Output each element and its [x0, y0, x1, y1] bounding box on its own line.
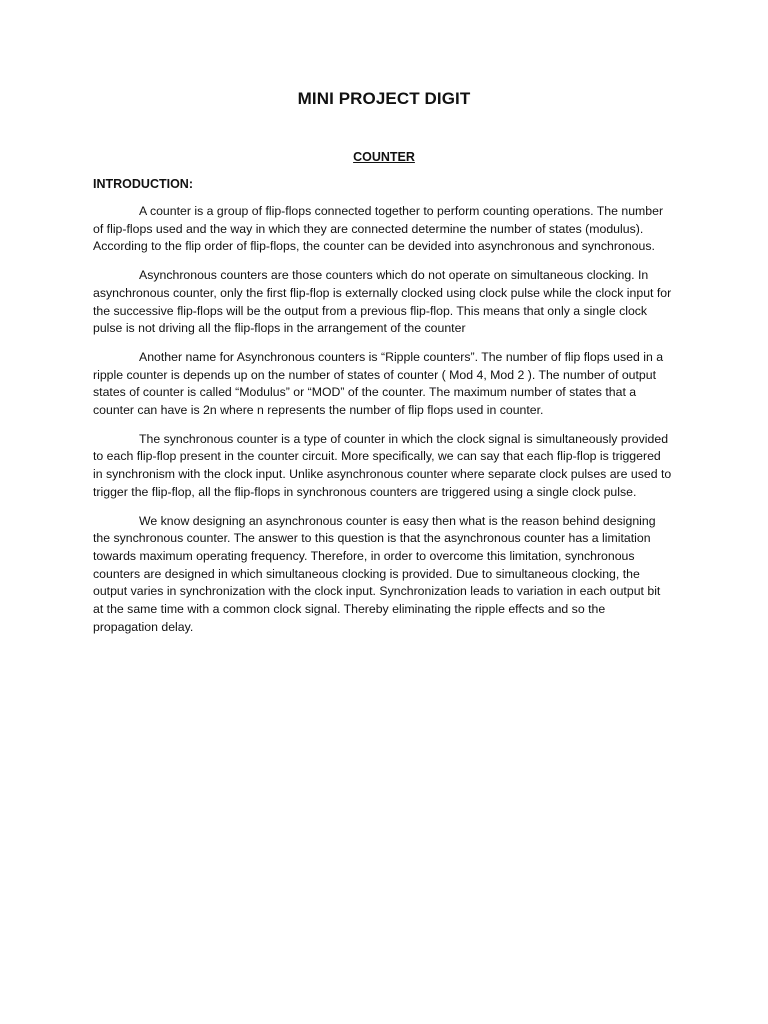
paragraph: Another name for Asynchronous counters is “Ripple counters”. The number of flip flops used in a ripple counter is depends up on the number of states of counter ( Mod 4, Mod 2 ). The number of output states of counter is called “Modulus” or “MOD” of the counter. The maximum number of states that a counter can have is 2n where n represents the number of flip flops used in counter.: [93, 349, 664, 418]
paragraph: A counter is a group of flip-flops connected together to perform counting operations. The number of flip-flops used and the way in which they are connected determine the number of states (modulus). According to the flip order of flip-flops, the counter can be devided into asynchronous and synchronous.: [93, 204, 664, 254]
section-heading: INTRODUCTION:: [93, 177, 193, 191]
paragraph: Asynchronous counters are those counters which do not operate on simultaneous clocking. In asynchronous counter, only the first flip-flop is externally clocked using clock pulse while the clock input for the successive flip-flops will be the output from a previous flip-flop. This means that only a single clock pulse is not driving all the flip-flops in the arrangement of the counter: [93, 268, 672, 336]
document-subtitle: COUNTER: [353, 150, 415, 164]
paragraph: The synchronous counter is a type of counter in which the clock signal is simultaneously provided to each flip-flop present in the counter circuit. More specifically, we can say that each flip-flop is triggered in synchronism with the clock input. Unlike asynchronous counter where separate clock pulses are used to trigger the flip-flop, all the flip-flops in synchronous counters are triggered using a single clock pulse.: [93, 431, 672, 499]
document-title: MINI PROJECT DIGIT: [297, 89, 471, 108]
body-text: [93, 203, 673, 647]
paragraph: We know designing an asynchronous counter is easy then what is the reason behind designing the synchronous counter. The answer to this question is that the asynchronous counter has a limitation towards maximum operating frequency. Therefore, in order to overcome this limitation, synchronous counters are designed in which simultaneous clocking is provided. Due to simultaneous clocking, the output varies in synchronization with the clock input. Synchronization leads to variation in each output bit at the same time with a common clock signal. Thereby eliminating the ripple effects and so the propagation delay.: [93, 513, 661, 634]
